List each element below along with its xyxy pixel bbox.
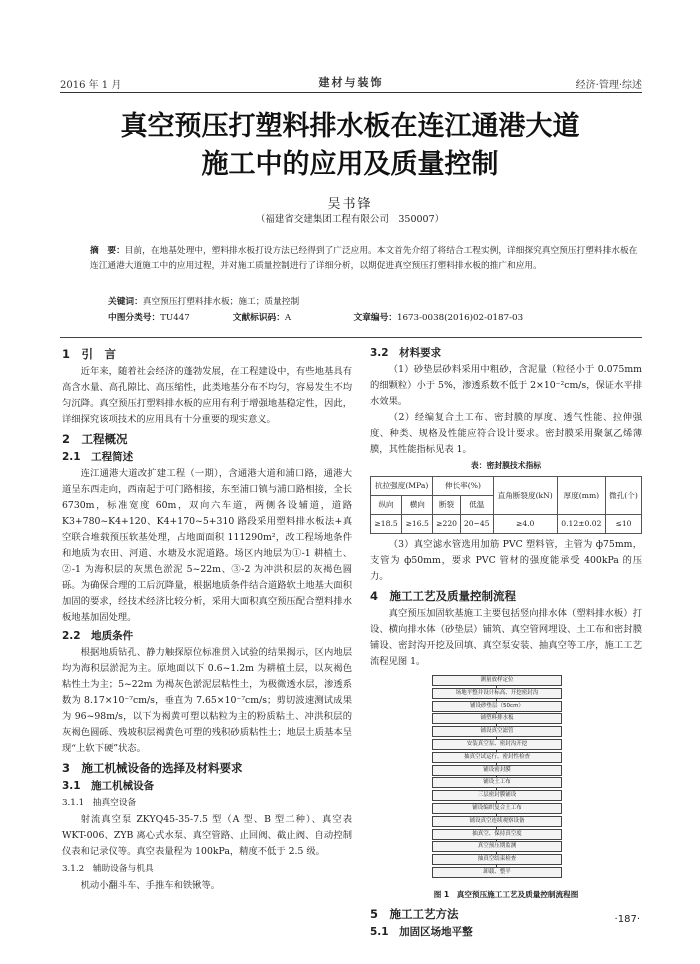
table-subheader-cell: 纵向 xyxy=(371,496,402,515)
paragraph: （3）真空滤水管选用加筋 PVC 塑料管，主管为 ф75mm，支管为 ф50mm，要求 PVC 管材的强度能承受 400kPa 的压力。 xyxy=(370,539,642,582)
table-cell: ≥4.0 xyxy=(493,515,557,534)
subsubsection-heading: 3.1.1 抽真空设备 xyxy=(62,798,137,808)
subsection-heading: 2.1 工程简述 xyxy=(62,451,134,463)
section-heading: 3 施工机械设备的选择及材料要求 xyxy=(62,761,243,775)
paragraph: （2）经编复合土工布、密封膜的厚度、透气性能、拉伸强度、种类、规格及性能应符合设计要求。密封膜采用聚氯乙烯薄膜，其性能指标见表 1。 xyxy=(370,412,642,455)
cls-value: TU447 xyxy=(160,313,190,323)
header-section: 经济·管理·综述 xyxy=(575,80,642,91)
header-date: 2016 年 1 月 xyxy=(60,80,122,91)
table-header-cell: 直角断裂度(kN) xyxy=(493,477,557,515)
abstract-text: 目前，在地基处理中，塑料排水板打设方法已经得到了广泛应用。本文首先介绍了将结合工程实例，详细探究真空预压打塑料排水板在连江通港大道施工中的应用过程，并对施工质量控制进行了详细分析，以期促进真空预压打塑料排水板的推广和应用。 xyxy=(90,246,638,271)
abstract-label: 摘 要： xyxy=(90,246,125,256)
table-subheader-cell: 低温 xyxy=(460,496,493,515)
paragraph: （1）砂垫层砂料采用中粗砂，含泥量（粒径小于 0.075mm 的细颗粒）小于 5%，渗透系数不低于 2×10⁻²cm/s，保证水平排水效果。 xyxy=(370,364,642,407)
flow-step: 三层密封膜铺设 xyxy=(432,790,562,801)
flow-step: 抽真空结束检查 xyxy=(432,854,562,865)
flow-step: 铺设密封膜 xyxy=(432,765,562,776)
table-header-cell: 抗拉强度(MPa) xyxy=(371,477,433,496)
flow-step: 安装真空泵、密封沟开挖 xyxy=(432,739,562,750)
table-subheader-cell: 横向 xyxy=(402,496,433,515)
paragraph: 根据地质钻孔、静力触探原位标准贯入试验的结果揭示，区内地层均为海积层淤泥为主。原地面以下 0.6~1.2m 为耕植土层，以灰褐色粘性土为主；5~22m 为褐灰色淤泥层粘性土，为极微透水层，渗透系数为 8.17×10⁻⁷cm/s，垂直为 7.65×10⁻⁷cm/s；剪切波速测试成果为 96~98m/s，以下为褐黄可塑以粘粒为主的粉质粘土、冲洪积层的灰褐色圆砾、残坡积层褐黄色可塑的残积砂质粘性土；地层土质基本呈现“上软下硬”状态。 xyxy=(62,647,352,754)
flow-step: 真空预压期监测 xyxy=(432,841,562,852)
affiliation: （福建省交建集团工程有限公司 350007） xyxy=(255,214,445,225)
flow-step: 铺设真空连续观察设备 xyxy=(432,816,562,827)
classification-line xyxy=(108,311,640,323)
abstract-rule xyxy=(60,337,642,338)
table-cell: 20~45 xyxy=(460,515,493,534)
title-line-1: 真空预压打塑料排水板在连江通港大道 xyxy=(120,111,580,142)
header-journal: 建材与装饰 xyxy=(318,76,384,89)
flow-step: 铺设砂垫层（50cm） xyxy=(432,701,562,712)
subsection-heading: 2.2 地质条件 xyxy=(62,630,134,642)
page-number: ·187· xyxy=(614,914,640,925)
membrane-spec-table xyxy=(370,476,642,534)
section-heading: 1 引 言 xyxy=(62,347,117,361)
subsection-heading: 3.1 施工机械设备 xyxy=(62,780,155,792)
left-column xyxy=(62,343,352,894)
paragraph: 近年来，随着社会经济的蓬勃发展，在工程建设中，有些地基具有高含水量、高孔隙比、高压缩性，此类地基分布不均匀，容易发生不均匀沉降。真空预压打塑料排水板的应用有利于增强地基稳定性，因此，详细探究该项技术的应用具有十分重要的现实意义。 xyxy=(62,366,352,425)
paragraph: 射流真空泵 ZKYQ45-35-7.5 型（A 型、B 型二种）、真空表 WKT-006、ZYB 离心式水泵、真空管路、止回阀、截止阀、自动控制仪表和记录仪等。真空表量程为 100kPa，精度不低于 2.5 级。 xyxy=(62,814,352,857)
flow-step: 卸载、整平 xyxy=(432,867,562,878)
doc-value: A xyxy=(284,313,292,323)
author: 吴书锋 xyxy=(327,197,373,212)
flow-step: 测量放样定位 xyxy=(432,675,562,686)
table-cell: 0.12±0.02 xyxy=(557,515,605,534)
paper-title xyxy=(0,108,700,184)
table-cell: ≤10 xyxy=(605,515,641,534)
paragraph: 机动小翻斗车、手推车和铁锹等。 xyxy=(80,880,221,891)
table-caption: 表：密封膜技术指标 xyxy=(470,461,542,470)
paragraph: 真空预压加固软基施工主要包括竖向排水体（塑料排水板）打设、横向排水体（砂垫层）铺筑、真空管网埋设、土工布和密封膜铺设、密封沟开挖及回填、真空泵安装、抽真空等工序，施工工艺流程见图 1。 xyxy=(370,608,642,667)
subsection-heading: 5.1 加固区场地平整 xyxy=(370,926,473,938)
section-heading: 5 施工工艺方法 xyxy=(370,907,459,921)
running-header xyxy=(60,74,642,92)
flow-step: 抽真空、保持真空度 xyxy=(432,829,562,840)
table-row xyxy=(371,515,642,534)
figure-caption: 图 1 真空预压施工工艺及质量控制流程图 xyxy=(433,890,579,899)
cls-label: 中图分类号： xyxy=(108,313,161,323)
flow-step: 铺设真空滤管 xyxy=(432,726,562,737)
table-header-cell: 伸长率(%) xyxy=(433,477,493,496)
table-cell: ≥220 xyxy=(433,515,461,534)
keywords-text: 真空预压打塑料排水板；施工；质量控制 xyxy=(142,297,300,307)
art-label: 文章编号： xyxy=(353,313,397,323)
art-value: 1673-0038(2016)02-0187-03 xyxy=(396,313,524,323)
process-flowchart xyxy=(370,673,642,883)
flow-step: 抽真空试运行、密封性检查 xyxy=(432,752,562,763)
table-cell: ≥16.5 xyxy=(402,515,433,534)
keywords xyxy=(108,295,299,307)
right-column xyxy=(370,343,642,941)
flow-step: 铺塑料排水板 xyxy=(432,713,562,724)
title-line-2: 施工中的应用及质量控制 xyxy=(201,149,499,180)
flow-step: 铺设编织复合土工布 xyxy=(432,803,562,814)
keywords-label: 关键词： xyxy=(108,297,143,307)
header-rule xyxy=(60,92,642,93)
doc-label: 文献标识码： xyxy=(232,313,285,323)
table-header-cell: 厚度(mm) xyxy=(557,477,605,515)
table-subheader-cell: 断裂 xyxy=(433,496,461,515)
subsection-heading: 3.2 材料要求 xyxy=(370,347,442,359)
paragraph: 连江通港大道改扩建工程（一期），含通港大道和浦口路，通港大道呈东西走向，西南起于可门路相接，东至浦口镇与浦口路相接，全长 6730m，标准宽度 60m，双向六车道，两侧各设辅道，道路 K3+780~K4+120、K4+170~5+310 路段采用塑料排水板法+真空联合堆载预压软基处理，占地面面积 111290m²，改工程场地条件和地质为农田、河道、水塘及水泥道路。场区内地层为①-1 耕植土、②-1 为海积层的灰黑色淤泥 5~22m、③-2 为冲洪积层的灰褐色圆砾。为确保合理的工后沉降量，根据地质条件结合道路软土地基大面积加固的要求，经技术经济比较分析，采用大面积真空预压配合塑料排水板地基加固处理。 xyxy=(62,468,352,623)
abstract xyxy=(90,244,640,274)
table-cell: ≥18.5 xyxy=(371,515,402,534)
table-header-cell: 微孔(个) xyxy=(605,477,641,515)
flow-step: 场地平整并设计标高、开挖密封沟 xyxy=(432,688,562,699)
flow-step: 铺设土工布 xyxy=(432,777,562,788)
subsubsection-heading: 3.1.2 辅助设备与机具 xyxy=(62,864,154,874)
section-heading: 2 工程概况 xyxy=(62,432,128,446)
section-heading: 4 施工工艺及质量控制流程 xyxy=(370,589,517,603)
